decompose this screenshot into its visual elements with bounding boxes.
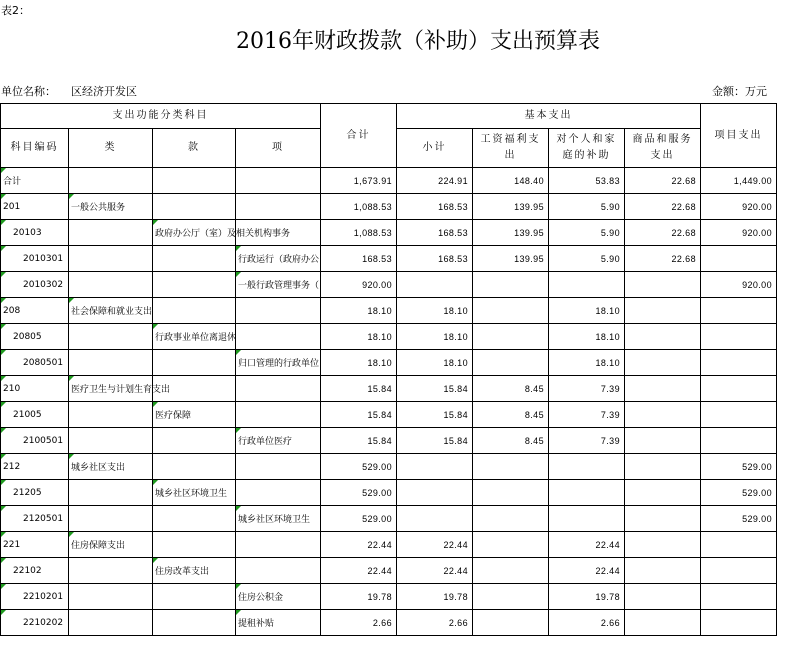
goods-services-cell: 22.68 <box>625 220 701 246</box>
project-expenditure-cell: 529.00 <box>701 480 777 506</box>
salary-welfare-cell <box>473 532 549 558</box>
section-cell <box>153 454 236 480</box>
project-expenditure-cell: 529.00 <box>701 454 777 480</box>
total-cell: 15.84 <box>321 376 397 402</box>
subtotal-cell <box>397 506 473 532</box>
project-expenditure-cell: 1,449.00 <box>701 168 777 194</box>
total-cell: 168.53 <box>321 246 397 272</box>
subtotal-cell: 15.84 <box>397 402 473 428</box>
subject-code-cell: 21205 <box>1 480 69 506</box>
total-cell: 22.44 <box>321 558 397 584</box>
salary-welfare-cell: 8.45 <box>473 428 549 454</box>
subject-code-cell: 2010302 <box>1 272 69 298</box>
unit-name-value: 区经济开发区 <box>71 85 137 98</box>
total-cell: 529.00 <box>321 480 397 506</box>
goods-services-cell <box>625 376 701 402</box>
salary-welfare-cell <box>473 506 549 532</box>
goods-services-cell <box>625 454 701 480</box>
table-row <box>1 506 777 532</box>
goods-services-cell <box>625 584 701 610</box>
table-row <box>1 220 777 246</box>
category-cell: 社会保障和就业支出 <box>69 298 153 324</box>
category-cell <box>69 350 153 376</box>
total-header: 合计 <box>321 104 397 168</box>
project-expenditure-cell <box>701 610 777 636</box>
personal-household-subsidy-cell: 22.44 <box>549 558 625 584</box>
project-expenditure-cell: 920.00 <box>701 220 777 246</box>
project-expenditure-cell <box>701 298 777 324</box>
personal-household-subsidy-cell <box>549 506 625 532</box>
subject-code-cell: 221 <box>1 532 69 558</box>
subject-code-cell: 20805 <box>1 324 69 350</box>
personal-household-subsidy-cell <box>549 480 625 506</box>
subject-code-cell: 208 <box>1 298 69 324</box>
section-cell <box>153 584 236 610</box>
total-cell: 529.00 <box>321 454 397 480</box>
subject-code-cell: 212 <box>1 454 69 480</box>
salary-welfare-cell: 8.45 <box>473 376 549 402</box>
subject-code-cell: 21005 <box>1 402 69 428</box>
table-row <box>1 246 777 272</box>
goods-services-cell <box>625 532 701 558</box>
subject-code-cell: 2080501 <box>1 350 69 376</box>
budget-table <box>0 103 777 636</box>
total-cell: 22.44 <box>321 532 397 558</box>
section-cell <box>153 298 236 324</box>
section-cell <box>153 428 236 454</box>
category-cell <box>69 402 153 428</box>
item-cell <box>236 376 321 402</box>
goods-services-header: 商品和服务支出 <box>625 129 701 168</box>
category-cell <box>69 584 153 610</box>
category-cell: 城乡社区支出 <box>69 454 153 480</box>
table-row <box>1 298 777 324</box>
subject-code-cell: 2210202 <box>1 610 69 636</box>
item-cell: 一般行政管理事务（ <box>236 272 321 298</box>
subtotal-cell: 168.53 <box>397 220 473 246</box>
section-cell <box>153 246 236 272</box>
goods-services-cell <box>625 324 701 350</box>
section-cell: 医疗保障 <box>153 402 236 428</box>
table-row <box>1 480 777 506</box>
category-cell <box>69 272 153 298</box>
table-row <box>1 324 777 350</box>
project-expenditure-cell <box>701 246 777 272</box>
total-cell: 15.84 <box>321 402 397 428</box>
subtotal-cell: 22.44 <box>397 532 473 558</box>
unit-name-label: 单位名称： <box>1 85 56 98</box>
subtotal-cell <box>397 454 473 480</box>
personal-household-subsidy-cell <box>549 272 625 298</box>
table-row <box>1 272 777 298</box>
goods-services-cell: 22.68 <box>625 168 701 194</box>
goods-services-cell <box>625 428 701 454</box>
salary-welfare-cell: 8.45 <box>473 402 549 428</box>
personal-household-subsidy-cell: 5.90 <box>549 246 625 272</box>
project-expenditure-cell: 920.00 <box>701 194 777 220</box>
function-category-header: 支出功能分类科目 <box>1 104 321 129</box>
section-header: 款 <box>153 129 236 168</box>
subtotal-cell: 168.53 <box>397 246 473 272</box>
personal-household-subsidy-cell: 18.10 <box>549 350 625 376</box>
personal-household-subsidy-cell: 18.10 <box>549 324 625 350</box>
project-expenditure-cell: 529.00 <box>701 506 777 532</box>
item-cell <box>236 168 321 194</box>
item-cell <box>236 402 321 428</box>
table-row <box>1 584 777 610</box>
item-cell: 城乡社区环境卫生 <box>236 506 321 532</box>
salary-welfare-cell <box>473 272 549 298</box>
salary-welfare-cell: 139.95 <box>473 194 549 220</box>
goods-services-cell <box>625 402 701 428</box>
subject-code-cell: 20103 <box>1 220 69 246</box>
item-cell <box>236 532 321 558</box>
goods-services-cell <box>625 610 701 636</box>
item-cell: 归口管理的行政单位 <box>236 350 321 376</box>
table-body <box>1 168 777 636</box>
category-cell <box>69 610 153 636</box>
table-row <box>1 402 777 428</box>
salary-welfare-cell <box>473 298 549 324</box>
subtotal-header: 小计 <box>397 129 473 168</box>
category-cell <box>69 168 153 194</box>
personal-household-subsidy-cell: 5.90 <box>549 194 625 220</box>
section-cell <box>153 194 236 220</box>
project-expenditure-cell <box>701 402 777 428</box>
item-cell <box>236 220 321 246</box>
subtotal-cell: 168.53 <box>397 194 473 220</box>
salary-welfare-cell <box>473 454 549 480</box>
item-cell: 行政运行（政府办公 <box>236 246 321 272</box>
section-cell <box>153 350 236 376</box>
subject-code-cell: 合计 <box>1 168 69 194</box>
total-cell: 920.00 <box>321 272 397 298</box>
project-expenditure-header: 项目支出 <box>701 104 777 168</box>
salary-welfare-cell: 139.95 <box>473 220 549 246</box>
project-expenditure-cell <box>701 532 777 558</box>
table-row <box>1 558 777 584</box>
section-cell <box>153 168 236 194</box>
item-header: 项 <box>236 129 321 168</box>
category-cell: 医疗卫生与计划生育支出 <box>69 376 153 402</box>
item-cell: 行政单位医疗 <box>236 428 321 454</box>
goods-services-cell <box>625 350 701 376</box>
project-expenditure-cell <box>701 376 777 402</box>
project-expenditure-cell <box>701 428 777 454</box>
goods-services-cell: 22.68 <box>625 246 701 272</box>
personal-household-subsidy-cell: 22.44 <box>549 532 625 558</box>
salary-welfare-cell <box>473 480 549 506</box>
item-cell <box>236 324 321 350</box>
subtotal-cell: 18.10 <box>397 350 473 376</box>
total-cell: 18.10 <box>321 298 397 324</box>
salary-welfare-cell: 148.40 <box>473 168 549 194</box>
salary-welfare-cell <box>473 558 549 584</box>
category-header: 类 <box>69 129 153 168</box>
total-cell: 19.78 <box>321 584 397 610</box>
salary-welfare-cell <box>473 324 549 350</box>
total-cell: 15.84 <box>321 428 397 454</box>
goods-services-cell <box>625 506 701 532</box>
personal-household-subsidy-header: 对个人和家庭的补助 <box>549 129 625 168</box>
subject-code-cell: 22102 <box>1 558 69 584</box>
table-row <box>1 376 777 402</box>
subtotal-cell: 18.10 <box>397 298 473 324</box>
item-cell <box>236 480 321 506</box>
subject-code-cell: 2100501 <box>1 428 69 454</box>
subject-code-cell: 2120501 <box>1 506 69 532</box>
personal-household-subsidy-cell: 2.66 <box>549 610 625 636</box>
table-row <box>1 454 777 480</box>
project-expenditure-cell <box>701 558 777 584</box>
salary-welfare-header: 工资福利支出 <box>473 129 549 168</box>
project-expenditure-cell <box>701 584 777 610</box>
table-row <box>1 350 777 376</box>
basic-expenditure-header: 基本支出 <box>397 104 701 129</box>
personal-household-subsidy-cell: 7.39 <box>549 402 625 428</box>
subtotal-cell: 22.44 <box>397 558 473 584</box>
total-cell: 18.10 <box>321 350 397 376</box>
project-expenditure-cell <box>701 324 777 350</box>
item-cell: 提租补贴 <box>236 610 321 636</box>
table-header <box>1 104 777 168</box>
personal-household-subsidy-cell: 18.10 <box>549 298 625 324</box>
subject-code-cell: 2210201 <box>1 584 69 610</box>
total-cell: 529.00 <box>321 506 397 532</box>
subtotal-cell <box>397 480 473 506</box>
category-cell <box>69 558 153 584</box>
personal-household-subsidy-cell: 7.39 <box>549 376 625 402</box>
item-cell: 住房公积金 <box>236 584 321 610</box>
subtotal-cell: 18.10 <box>397 324 473 350</box>
table-caption: 表2： <box>1 4 30 17</box>
subject-code-cell: 2010301 <box>1 246 69 272</box>
goods-services-cell <box>625 480 701 506</box>
personal-household-subsidy-cell: 7.39 <box>549 428 625 454</box>
project-expenditure-cell: 920.00 <box>701 272 777 298</box>
subtotal-cell <box>397 272 473 298</box>
total-cell: 18.10 <box>321 324 397 350</box>
table-row <box>1 532 777 558</box>
item-cell <box>236 558 321 584</box>
total-cell: 1,088.53 <box>321 220 397 246</box>
subtotal-cell: 19.78 <box>397 584 473 610</box>
total-cell: 1,088.53 <box>321 194 397 220</box>
total-row <box>1 168 777 194</box>
subtotal-cell: 15.84 <box>397 428 473 454</box>
salary-welfare-cell <box>473 584 549 610</box>
table-row <box>1 194 777 220</box>
item-cell <box>236 298 321 324</box>
table-row <box>1 610 777 636</box>
total-cell: 1,673.91 <box>321 168 397 194</box>
item-cell <box>236 194 321 220</box>
goods-services-cell <box>625 558 701 584</box>
section-cell <box>153 610 236 636</box>
personal-household-subsidy-cell: 5.90 <box>549 220 625 246</box>
section-cell <box>153 506 236 532</box>
category-cell <box>69 246 153 272</box>
table-row <box>1 428 777 454</box>
personal-household-subsidy-cell <box>549 454 625 480</box>
subtotal-cell: 224.91 <box>397 168 473 194</box>
subject-code-cell: 210 <box>1 376 69 402</box>
section-cell: 行政事业单位离退休 <box>153 324 236 350</box>
goods-services-cell: 22.68 <box>625 194 701 220</box>
category-cell: 一般公共服务 <box>69 194 153 220</box>
project-expenditure-cell <box>701 350 777 376</box>
section-cell <box>153 376 236 402</box>
subject-code-cell: 201 <box>1 194 69 220</box>
goods-services-cell <box>625 298 701 324</box>
page-title: 2016年财政拨款（补助）支出预算表 <box>236 29 600 54</box>
subtotal-cell: 15.84 <box>397 376 473 402</box>
amount-unit-label: 金额：万元 <box>712 85 767 98</box>
header-row-1 <box>1 104 777 129</box>
category-cell <box>69 220 153 246</box>
category-cell: 住房保障支出 <box>69 532 153 558</box>
category-cell <box>69 324 153 350</box>
item-cell <box>236 454 321 480</box>
personal-household-subsidy-cell: 53.83 <box>549 168 625 194</box>
personal-household-subsidy-cell: 19.78 <box>549 584 625 610</box>
goods-services-cell <box>625 272 701 298</box>
salary-welfare-cell <box>473 610 549 636</box>
total-cell: 2.66 <box>321 610 397 636</box>
subject-code-header: 科目编码 <box>1 129 69 168</box>
category-cell <box>69 506 153 532</box>
category-cell <box>69 480 153 506</box>
category-cell <box>69 428 153 454</box>
section-cell: 城乡社区环境卫生 <box>153 480 236 506</box>
salary-welfare-cell <box>473 350 549 376</box>
salary-welfare-cell: 139.95 <box>473 246 549 272</box>
section-cell <box>153 532 236 558</box>
section-cell: 政府办公厅（室）及相关机构事务 <box>153 220 236 246</box>
section-cell: 住房改革支出 <box>153 558 236 584</box>
subtotal-cell: 2.66 <box>397 610 473 636</box>
section-cell <box>153 272 236 298</box>
